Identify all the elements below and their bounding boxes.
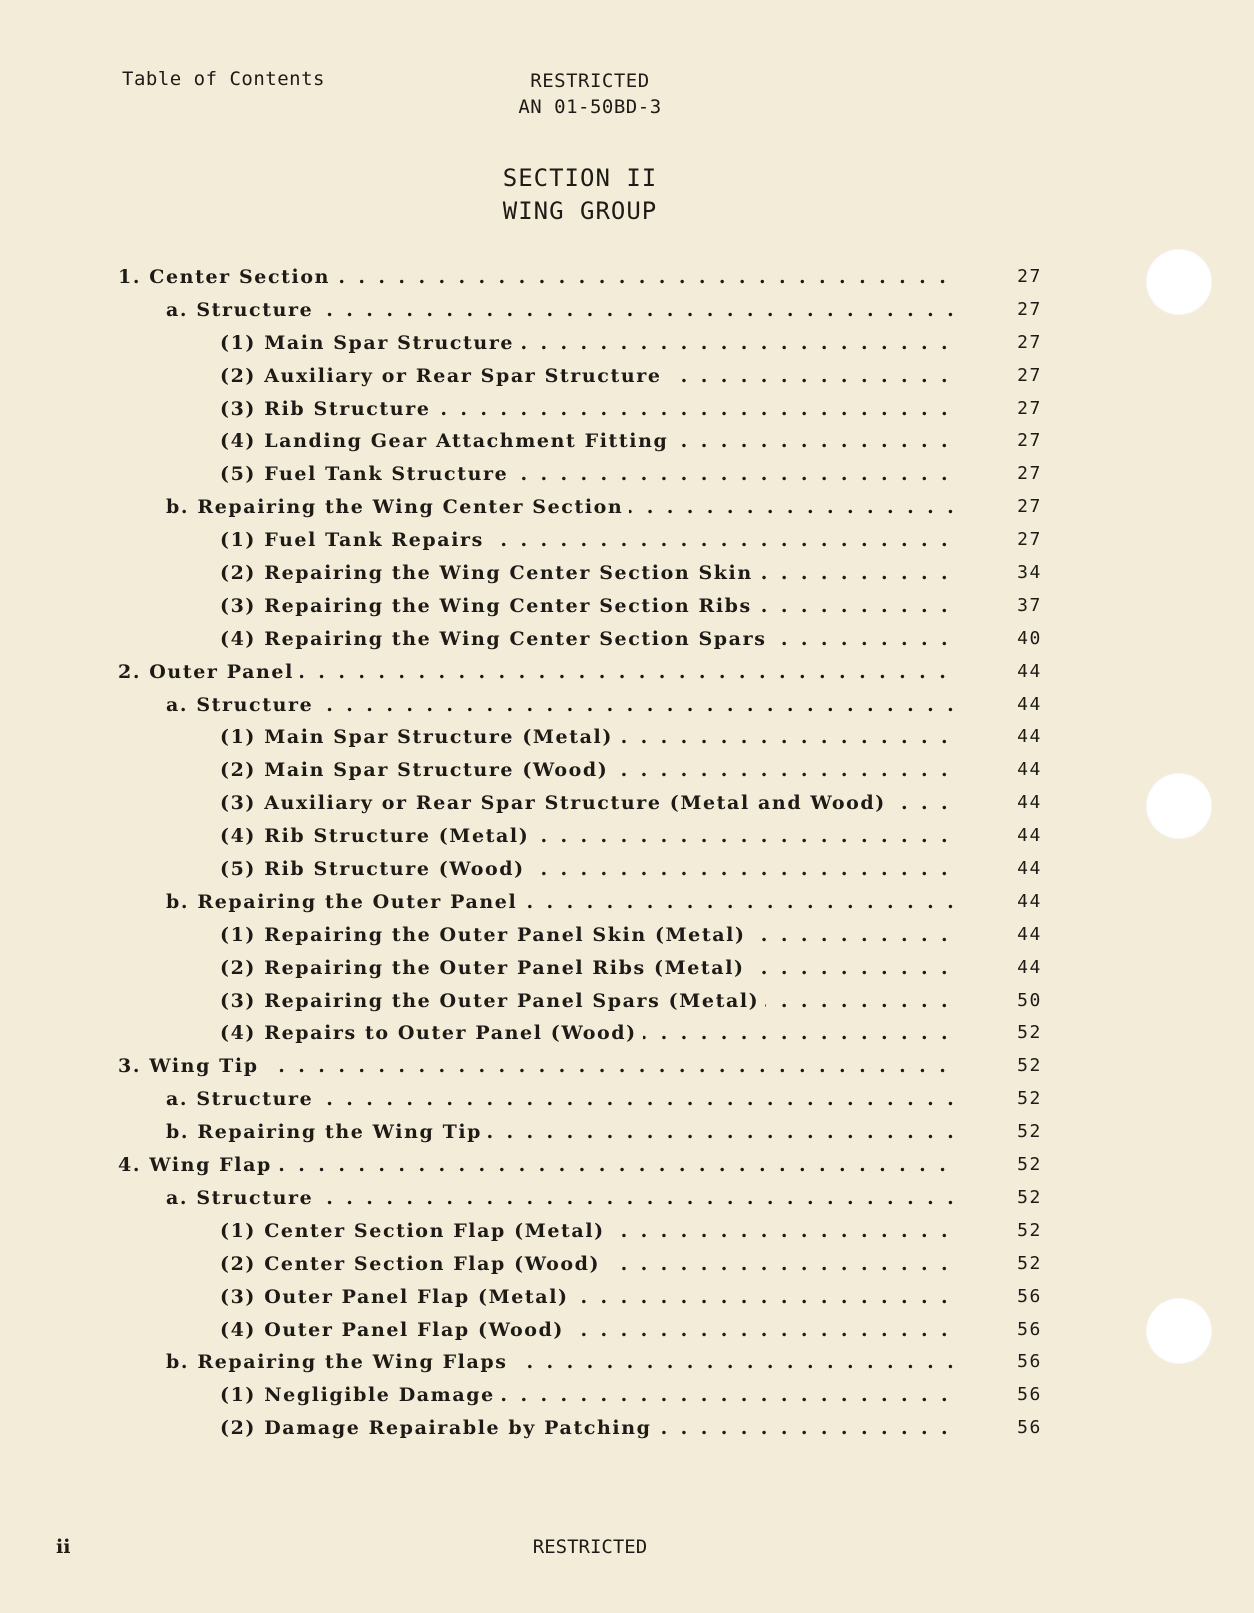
toc-entry bbox=[0, 362, 1254, 395]
toc-entry-leader bbox=[220, 592, 956, 620]
toc-entry-leader bbox=[220, 625, 956, 653]
toc-entry-label: (2) Repairing the Outer Panel Ribs (Metal) bbox=[220, 957, 751, 979]
toc-entry-page: 27 bbox=[1017, 430, 1042, 452]
toc-entry-page: 27 bbox=[1017, 397, 1042, 419]
toc-entry-page: 34 bbox=[1017, 562, 1042, 584]
toc-entry bbox=[0, 954, 1254, 987]
toc-entry-label: a. Structure bbox=[166, 299, 319, 321]
toc-entry-page: 44 bbox=[1017, 890, 1042, 912]
toc-entry-leader bbox=[220, 526, 956, 554]
toc-entry-label: 2. Outer Panel bbox=[118, 661, 300, 683]
toc-entry bbox=[0, 592, 1254, 625]
toc-entry-label: (4) Outer Panel Flap (Wood) bbox=[220, 1319, 570, 1341]
toc-entry-page: 52 bbox=[1017, 1252, 1042, 1274]
toc-entry-label: a. Structure bbox=[166, 694, 319, 716]
toc-entry-leader bbox=[220, 1250, 956, 1278]
toc-entry bbox=[0, 987, 1254, 1020]
footer-classification: RESTRICTED bbox=[532, 1536, 648, 1558]
toc-entry bbox=[0, 1283, 1254, 1316]
toc-entry-leader bbox=[220, 1217, 956, 1245]
toc-entry-page: 27 bbox=[1017, 364, 1042, 386]
toc-entry bbox=[0, 427, 1254, 460]
toc-entry-page: 52 bbox=[1017, 1121, 1042, 1143]
toc-entry bbox=[0, 395, 1254, 428]
toc-entry bbox=[0, 1085, 1254, 1118]
toc-entry-leader bbox=[220, 822, 956, 850]
toc-entry-label: (5) Fuel Tank Structure bbox=[220, 463, 514, 485]
toc-entry bbox=[0, 559, 1254, 592]
toc-entry-label: (1) Main Spar Structure bbox=[220, 332, 520, 354]
toc-entry bbox=[0, 1019, 1254, 1052]
toc-entry bbox=[0, 625, 1254, 658]
toc-entry-label: (4) Rib Structure (Metal) bbox=[220, 825, 535, 847]
toc-entry-page: 27 bbox=[1017, 463, 1042, 485]
toc-entry-label: a. Structure bbox=[166, 1187, 319, 1209]
binder-hole bbox=[1146, 773, 1212, 839]
toc-entry bbox=[0, 329, 1254, 362]
toc-entry-page: 27 bbox=[1017, 496, 1042, 518]
toc-entry bbox=[0, 1381, 1254, 1414]
toc-entry-label: (2) Auxiliary or Rear Spar Structure bbox=[220, 365, 668, 387]
toc-entry-leader bbox=[220, 789, 956, 817]
toc-entry-page: 44 bbox=[1017, 923, 1042, 945]
toc-list bbox=[0, 263, 1254, 1447]
toc-entry-leader bbox=[220, 329, 956, 357]
toc-entry-leader bbox=[220, 756, 956, 784]
toc-entry-label: (3) Rib Structure bbox=[220, 398, 437, 420]
toc-entry-label: b. Repairing the Wing Flaps bbox=[166, 1351, 514, 1373]
toc-entry-label: (2) Main Spar Structure (Wood) bbox=[220, 759, 614, 781]
toc-entry-page: 44 bbox=[1017, 693, 1042, 715]
toc-entry-leader bbox=[220, 1381, 956, 1409]
section-title: WING GROUP bbox=[502, 197, 658, 225]
toc-entry-page: 56 bbox=[1017, 1285, 1042, 1307]
toc-entry-leader bbox=[220, 921, 956, 949]
toc-entry-leader bbox=[166, 1184, 956, 1212]
toc-entry bbox=[0, 1118, 1254, 1151]
toc-entry bbox=[0, 526, 1254, 559]
toc-entry-leader bbox=[166, 296, 956, 324]
toc-entry-label: (1) Repairing the Outer Panel Skin (Metal) bbox=[220, 924, 752, 946]
toc-entry-page: 44 bbox=[1017, 956, 1042, 978]
toc-entry-leader bbox=[220, 987, 956, 1015]
toc-entry-page: 44 bbox=[1017, 792, 1042, 814]
toc-entry-leader bbox=[118, 263, 956, 291]
toc-entry-page: 37 bbox=[1017, 594, 1042, 616]
toc-entry-label: b. Repairing the Wing Tip bbox=[166, 1121, 488, 1143]
toc-entry-label: (3) Repairing the Wing Center Section Ribs bbox=[220, 595, 758, 617]
toc-entry bbox=[0, 658, 1254, 691]
toc-entry bbox=[0, 1151, 1254, 1184]
toc-entry-label: 3. Wing Tip bbox=[118, 1055, 265, 1077]
toc-entry-leader bbox=[220, 1316, 956, 1344]
toc-entry-page: 50 bbox=[1017, 989, 1042, 1011]
toc-entry bbox=[0, 296, 1254, 329]
toc-entry-label: (1) Fuel Tank Repairs bbox=[220, 529, 490, 551]
page-number: ii bbox=[56, 1536, 71, 1558]
toc-entry-page: 56 bbox=[1017, 1351, 1042, 1373]
toc-entry-leader bbox=[166, 1085, 956, 1113]
section-number: SECTION II bbox=[502, 164, 658, 192]
toc-entry bbox=[0, 855, 1254, 888]
toc-entry-label: (1) Center Section Flap (Metal) bbox=[220, 1220, 611, 1242]
toc-entry-label: 4. Wing Flap bbox=[118, 1154, 278, 1176]
toc-entry-leader bbox=[220, 395, 956, 423]
toc-entry bbox=[0, 1316, 1254, 1349]
toc-entry-leader bbox=[220, 1283, 956, 1311]
toc-entry-page: 44 bbox=[1017, 858, 1042, 880]
toc-entry-page: 52 bbox=[1017, 1055, 1042, 1077]
toc-entry-leader bbox=[220, 1414, 956, 1442]
toc-entry-label: a. Structure bbox=[166, 1088, 319, 1110]
toc-entry-label: b. Repairing the Wing Center Section bbox=[166, 496, 629, 518]
toc-entry-label: (4) Repairs to Outer Panel (Wood) bbox=[220, 1022, 643, 1044]
toc-entry bbox=[0, 888, 1254, 921]
toc-entry bbox=[0, 789, 1254, 822]
toc-entry-leader bbox=[118, 1151, 956, 1179]
toc-entry-leader bbox=[220, 723, 956, 751]
toc-entry-label: b. Repairing the Outer Panel bbox=[166, 891, 523, 913]
toc-entry-page: 56 bbox=[1017, 1384, 1042, 1406]
toc-entry-page: 52 bbox=[1017, 1088, 1042, 1110]
toc-entry-label: (1) Negligible Damage bbox=[220, 1384, 501, 1406]
toc-entry-page: 52 bbox=[1017, 1022, 1042, 1044]
toc-entry-label: (1) Main Spar Structure (Metal) bbox=[220, 726, 619, 748]
toc-entry-leader bbox=[220, 855, 956, 883]
toc-entry-page: 44 bbox=[1017, 726, 1042, 748]
toc-entry-label: (3) Outer Panel Flap (Metal) bbox=[220, 1286, 575, 1308]
toc-entry-page: 56 bbox=[1017, 1417, 1042, 1439]
toc-entry bbox=[0, 493, 1254, 526]
header-label: Table of Contents bbox=[122, 68, 325, 90]
toc-entry bbox=[0, 921, 1254, 954]
header-classification: RESTRICTED bbox=[530, 70, 650, 92]
toc-entry-page: 40 bbox=[1017, 627, 1042, 649]
toc-entry-page: 27 bbox=[1017, 529, 1042, 551]
toc-entry-leader bbox=[118, 658, 956, 686]
toc-entry-page: 27 bbox=[1017, 266, 1042, 287]
toc-entry bbox=[0, 723, 1254, 756]
binder-hole bbox=[1146, 1298, 1212, 1364]
toc-entry-leader bbox=[166, 691, 956, 719]
section-heading bbox=[0, 162, 1160, 228]
toc-entry bbox=[0, 1414, 1254, 1447]
toc-entry bbox=[0, 691, 1254, 724]
header-classification-block bbox=[0, 68, 1180, 120]
toc-entry-page: 56 bbox=[1017, 1318, 1042, 1340]
toc-entry-leader bbox=[220, 362, 956, 390]
toc-entry bbox=[0, 1052, 1254, 1085]
toc-entry-label: (3) Repairing the Outer Panel Spars (Metal) bbox=[220, 990, 765, 1012]
toc-entry-leader bbox=[118, 1052, 956, 1080]
toc-entry-leader bbox=[220, 954, 956, 982]
toc-entry-leader bbox=[166, 493, 956, 521]
toc-entry-label: 1. Center Section bbox=[118, 266, 336, 288]
toc-entry-leader bbox=[220, 460, 956, 488]
toc-entry-page: 44 bbox=[1017, 759, 1042, 781]
toc-entry bbox=[0, 460, 1254, 493]
toc-entry-label: (4) Repairing the Wing Center Section Spars bbox=[220, 628, 773, 650]
toc-entry-leader bbox=[166, 1118, 956, 1146]
toc-entry-page: 52 bbox=[1017, 1186, 1042, 1208]
toc-entry-label: (5) Rib Structure (Wood) bbox=[220, 858, 531, 880]
toc-entry-label: (3) Auxiliary or Rear Spar Structure (Metal and Wood) bbox=[220, 792, 892, 814]
toc-entry bbox=[0, 1348, 1254, 1381]
binder-hole bbox=[1146, 249, 1212, 315]
header-doc-number: AN 01-50BD-3 bbox=[518, 96, 662, 118]
toc-entry-page: 27 bbox=[1017, 298, 1042, 320]
toc-entry bbox=[0, 822, 1254, 855]
toc-entry-leader bbox=[166, 888, 956, 916]
toc-entry-page: 52 bbox=[1017, 1154, 1042, 1176]
toc-entry-leader bbox=[220, 559, 956, 587]
toc-entry-page: 44 bbox=[1017, 825, 1042, 847]
toc-entry-page: 52 bbox=[1017, 1219, 1042, 1241]
toc-entry-label: (2) Damage Repairable by Patching bbox=[220, 1417, 658, 1439]
toc-entry-label: (2) Center Section Flap (Wood) bbox=[220, 1253, 606, 1275]
toc-entry-leader bbox=[220, 1019, 956, 1047]
toc-entry-label: (2) Repairing the Wing Center Section Skin bbox=[220, 562, 759, 584]
toc-entry-leader bbox=[166, 1348, 956, 1376]
toc-entry bbox=[0, 1217, 1254, 1250]
toc-entry-leader bbox=[220, 427, 956, 455]
toc-entry bbox=[0, 263, 1254, 296]
toc-entry-page: 27 bbox=[1017, 331, 1042, 353]
toc-entry bbox=[0, 1250, 1254, 1283]
toc-entry bbox=[0, 1184, 1254, 1217]
toc-entry bbox=[0, 756, 1254, 789]
toc-entry-label: (4) Landing Gear Attachment Fitting bbox=[220, 430, 674, 452]
toc-entry-page: 44 bbox=[1017, 660, 1042, 682]
